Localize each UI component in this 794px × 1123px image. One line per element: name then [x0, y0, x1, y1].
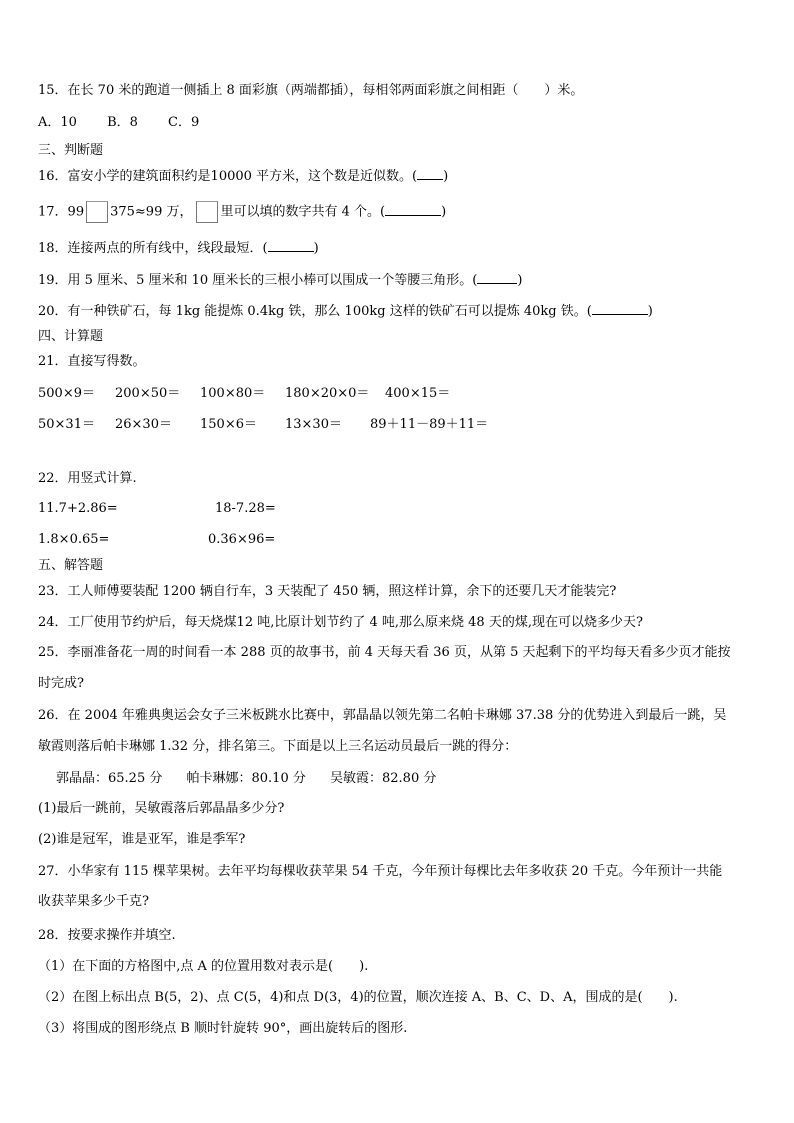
question-19-text: 19．用 5 厘米、5 厘米和 10 厘米长的三根小棒可以围成一个等腰三角形。( [38, 273, 478, 288]
calc-item: 89＋11－89＋11＝ [370, 417, 489, 432]
question-16 [38, 166, 448, 186]
calc-item: 500×9＝ [38, 386, 95, 401]
question-26-line-2: 敏霞则落后帕卡琳娜 1.32 分，排名第三。下面是以上三名运动员最后一跳的得分： [38, 739, 518, 754]
question-18-text: 18．连接两点的所有线中，线段最短．( [38, 241, 268, 256]
paren-close: ) [517, 273, 523, 288]
question-17 [38, 201, 446, 223]
question-19 [38, 270, 522, 290]
question-21-title: 21．直接写得数。 [38, 354, 146, 369]
digit-box[interactable] [86, 201, 108, 223]
score-item: 郭晶晶：65.25 分 [56, 771, 163, 786]
question-21-row-2 [38, 416, 488, 434]
answer-blank[interactable] [268, 238, 314, 252]
question-26-sub-1: (1)最后一跳前，吴敏霞落后郭晶晶多少分? [38, 801, 285, 816]
question-22-title: 22．用竖式计算. [38, 471, 137, 486]
answer-blank[interactable] [385, 202, 441, 216]
question-26-line-1: 26．在 2004 年雅典奥运会女子三米板跳水比赛中，郭晶晶以领先第二名帕卡琳娜 37.38 分的优势进入到最后一跳，吴 [38, 708, 727, 723]
question-27-line-1: 27．小华家有 115 棵苹果树。去年平均每棵收获苹果 54 千克，今年预计每棵比去年多收获 20 千克。今年预计一共能 [38, 864, 723, 879]
paren-close: ) [647, 304, 653, 319]
question-28-title: 28．按要求操作并填空. [38, 928, 176, 943]
question-18 [38, 238, 319, 258]
calc-item: 100×80＝ [200, 386, 266, 401]
section-3-heading: 三、判断题 [38, 143, 104, 158]
question-26-scores [56, 770, 436, 788]
question-28-sub-1: （1）在下面的方格图中,点 A 的位置用数对表示是( ). [38, 959, 369, 974]
answer-blank[interactable] [592, 301, 648, 315]
option-b: B．8 [107, 115, 138, 130]
calc-item: 150×6＝ [200, 417, 257, 432]
calc-item: 180×20×0＝ [285, 386, 370, 401]
calc-item: 13×30＝ [285, 417, 342, 432]
question-28-sub-3: （3）将围成的图形绕点 B 顺时针旋转 90°，画出旋转后的图形. [38, 1021, 408, 1036]
question-22-row-2 [38, 531, 275, 549]
question-15-options [38, 114, 199, 132]
calc-item: 11.7+2.86= [38, 501, 118, 516]
section-4-heading: 四、计算题 [38, 329, 104, 344]
question-17-part-c: 里可以填的数字共有 4 个。( [220, 204, 386, 220]
question-15-text: 15．在长 70 米的跑道一侧插上 8 面彩旗（两端都插），每相邻两面彩旗之间相距（ ）米。 [38, 83, 584, 98]
calc-item: 0.36×96= [208, 532, 276, 547]
option-a: A．10 [38, 115, 77, 130]
digit-box[interactable] [196, 201, 218, 223]
question-25-line-1: 25．李丽准备花一周的时间看一本 288 页的故事书，前 4 天每天看 36 页，从第 5 天起剩下的平均每天看多少页才能按 [38, 645, 731, 660]
calc-item: 50×31＝ [38, 417, 95, 432]
score-item: 帕卡琳娜：80.10 分 [186, 771, 306, 786]
paren-close: ) [443, 169, 449, 184]
calc-item: 26×30＝ [115, 417, 172, 432]
calc-item: 1.8×0.65= [38, 532, 110, 547]
question-26-sub-2: (2)谁是冠军，谁是亚军，谁是季军? [38, 832, 246, 847]
question-20 [38, 301, 653, 321]
option-c: C．9 [168, 115, 200, 130]
paren-close: ) [313, 241, 319, 256]
question-24: 24．工厂使用节约炉后，每天烧煤12 吨,比原计划节约了 4 吨,那么原来烧 48 天的煤,现在可以烧多少天? [38, 615, 643, 630]
question-25-line-2: 时完成? [38, 676, 84, 691]
calc-item: 200×50＝ [115, 386, 181, 401]
calc-item: 18-7.28= [215, 501, 276, 516]
question-15 [38, 82, 583, 100]
paren-close: ) [441, 204, 447, 220]
question-22-row-1 [38, 500, 276, 518]
answer-blank[interactable] [417, 166, 443, 180]
question-21-row-1 [38, 385, 450, 403]
question-28-sub-2: （2）在图上标出点 B(5，2)、点 C(5，4)和点 D(3，4)的位置，顺次连接 A、B、C、D、A，围成的是( ). [38, 990, 678, 1005]
question-23: 23．工人师傅要装配 1200 辆自行车，3 天装配了 450 辆，照这样计算，余下的还要几天才能装完? [38, 584, 617, 599]
question-16-text: 16．富安小学的建筑面积约是10000 平方米，这个数是近似数。( [38, 169, 418, 184]
section-5-heading: 五、解答题 [38, 558, 104, 573]
question-17-part-b: 375≈99 万， [110, 204, 193, 220]
question-27-line-2: 收获苹果多少千克? [38, 894, 149, 909]
score-item: 吴敏霞：82.80 分 [330, 771, 437, 786]
question-17-part-a: 17．99 [38, 204, 85, 220]
answer-blank[interactable] [477, 270, 517, 284]
calc-item: 400×15＝ [385, 386, 451, 401]
question-20-text: 20．有一种铁矿石，每 1kg 能提炼 0.4kg 铁，那么 100kg 这样的铁矿石可以提炼 40kg 铁。( [38, 304, 592, 319]
